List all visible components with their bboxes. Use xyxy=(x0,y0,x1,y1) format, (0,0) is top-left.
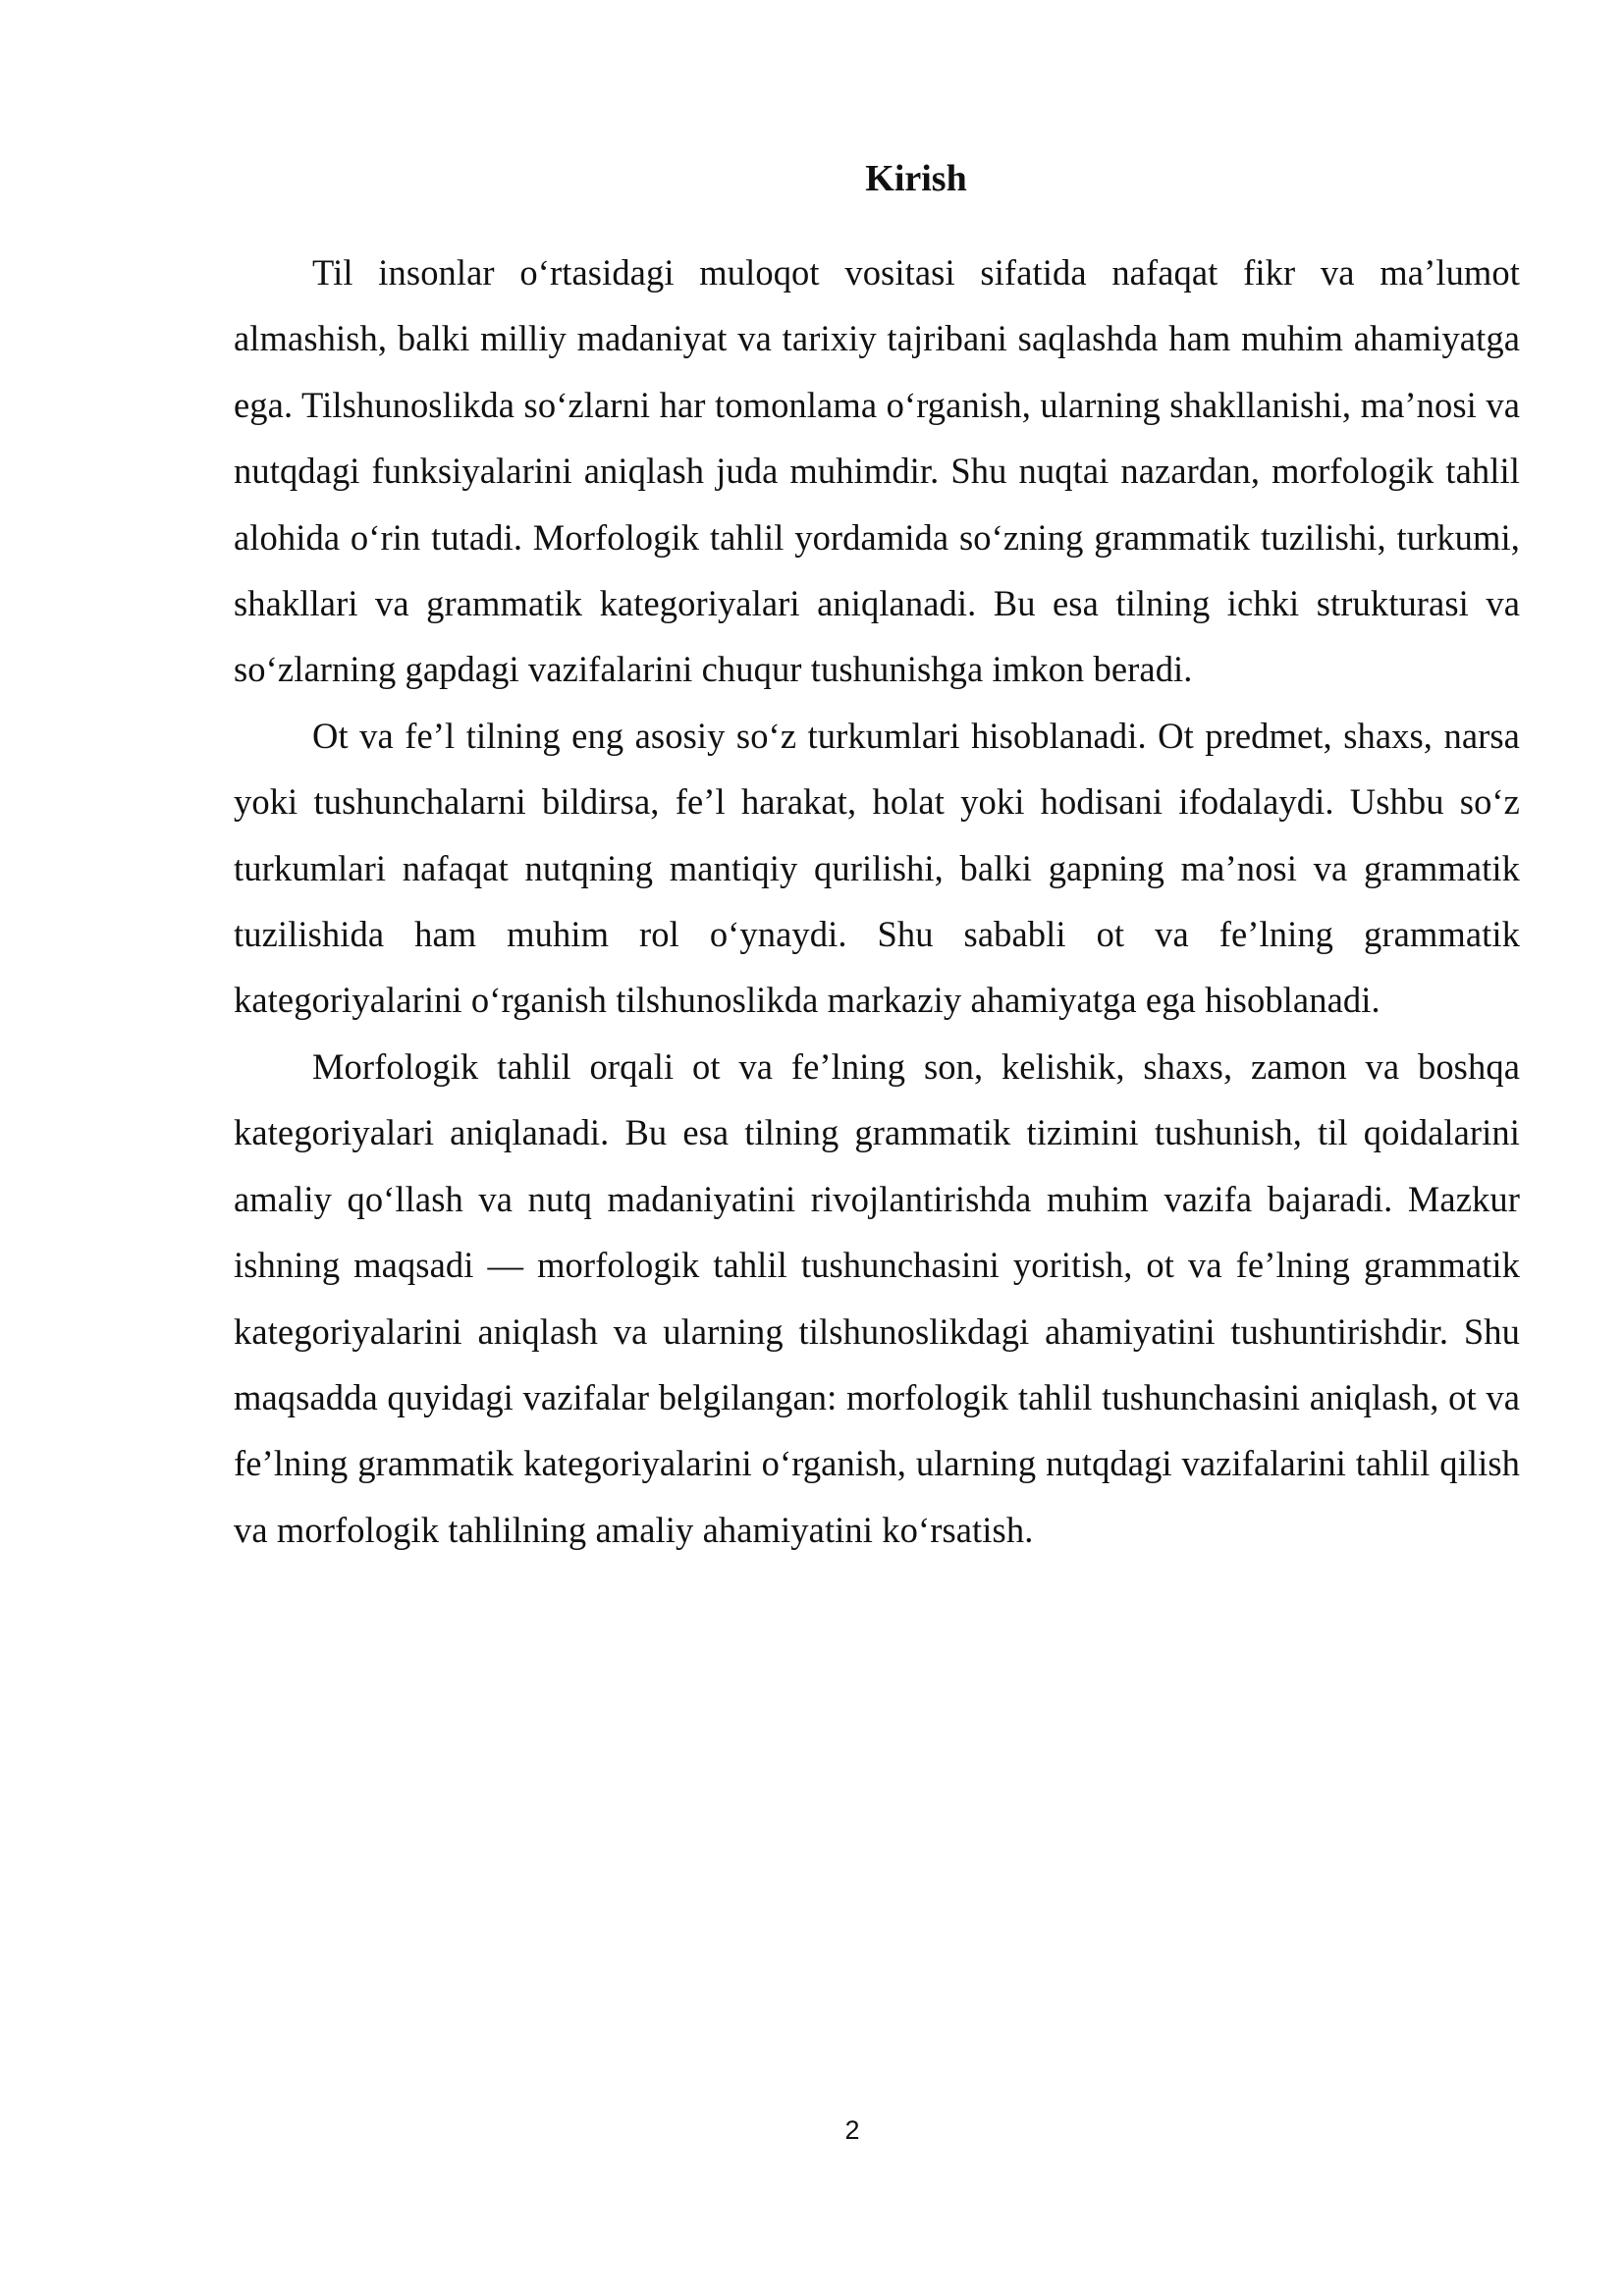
body-text xyxy=(234,240,1520,1563)
page-number: 2 xyxy=(844,2115,860,2145)
page-title: Kirish xyxy=(865,158,967,199)
paragraph-1: Til insonlar o‘rtasidagi muloqot vositasi sifatida nafaqat fikr va ma’lumot almashish, balki milliy madaniyat va tarixiy tajribani saqlashda ham muhim ahamiyatga ega. Tilshunoslikda so‘zlarni har tomonlama o‘rganish, ularning shakllanishi, ma’nosi va nutqdagi funksiyalarini aniqlash juda muhimdir. Shu nuqtai nazardan, morfologik tahlil alohida o‘rin tutadi. Morfologik tahlil yordamida so‘zning grammatik tuzilishi, turkumi, shakllari va grammatik kategoriyalari aniqlanadi. Bu esa tilning ichki strukturasi va so‘zlarning gapdagi vazifalarini chuqur tushunishga imkon beradi. xyxy=(234,252,1520,690)
paragraph-2: Ot va fe’l tilning eng asosiy so‘z turkumlari hisoblanadi. Ot predmet, shaxs, narsa yoki tushunchalarni bildirsa, fe’l harakat, holat yoki hodisani ifodalaydi. Ushbu so‘z turkumlari nafaqat nutqning mantiqiy qurilishi, balki gapning ma’nosi va grammatik tuzilishida ham muhim rol o‘ynaydi. Shu sababli ot va fe’lning grammatik kategoriyalarini o‘rganish tilshunoslikda markaziy ahamiyatga ega hisoblanadi. xyxy=(234,715,1520,1021)
paragraph-3: Morfologik tahlil orqali ot va fe’lning son, kelishik, shaxs, zamon va boshqa kategoriyalari aniqlanadi. Bu esa tilning grammatik tizimini tushunish, til qoidalarini amaliy qo‘llash va nutq madaniyatini rivojlantirishda muhim vazifa bajaradi. Mazkur ishning maqsadi — morfologik tahlil tushunchasini yoritish, ot va fe’lning grammatik kategoriyalarini aniqlash va ularning tilshunoslikdagi ahamiyatini tushuntirishdir. Shu maqsadda quyidagi vazifalar belgilangan: morfologik tahlil tushunchasini aniqlash, ot va fe’lning grammatik kategoriyalarini o‘rganish, ularning nutqdagi vazifalarini tahlil qilish va morfologik tahlilning amaliy ahamiyatini ko‘rsatish. xyxy=(234,1045,1520,1550)
